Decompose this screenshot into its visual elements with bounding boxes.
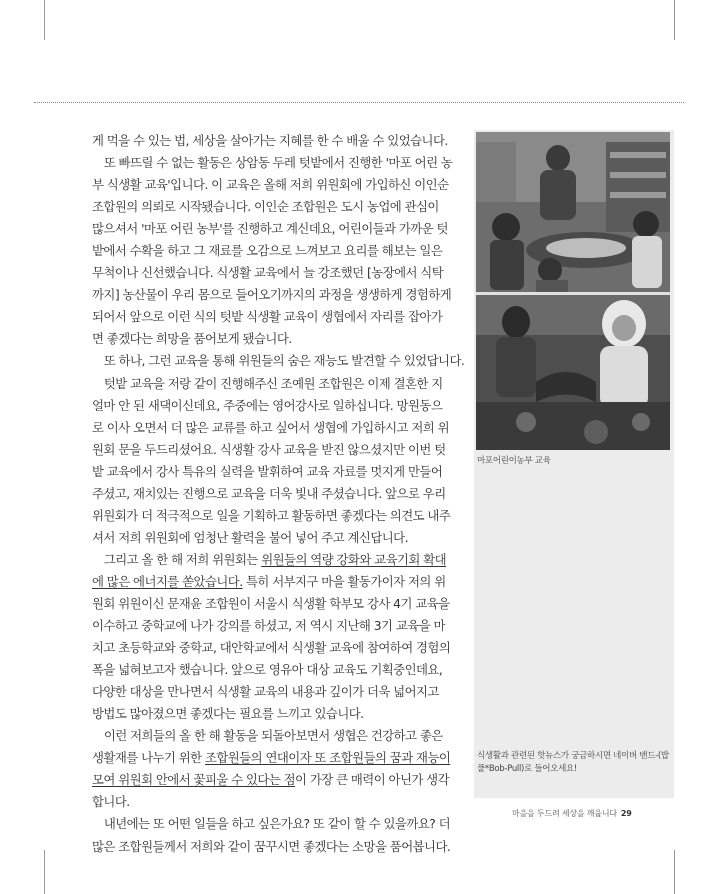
text-line: 이수하고 중학교에 나가 강의를 하셨고, 저 역시 지난해 3기 교육을 마 <box>92 618 445 634</box>
text-segment: 특히 서부지구 마을 활동가이자 저의 위 <box>242 573 446 589</box>
photo-collage <box>476 132 670 450</box>
text-line: 셔서 저희 위원회에 엄청난 활력을 불어 넣어 주고 계신답니다. <box>92 529 408 545</box>
underlined-text: 모여 위원회 안에서 꽃피울 수 있다는 점 <box>92 772 296 788</box>
text-line: 주셨고, 재치있는 진행으로 교육을 더욱 빛내 주셨습니다. 앞으로 우리 <box>92 485 446 501</box>
text-line: 원회 문을 두드리셨어요. 식생활 강사 교육을 받진 않으셨지만 이번 텃 <box>92 441 446 457</box>
page-footer <box>512 808 632 819</box>
underlined-text: 위원들의 역량 강화와 교육기회 확대 <box>261 551 447 567</box>
text-line: 많은 조합원들께서 저희와 같이 꿈꾸시면 좋겠다는 소망을 품어봅니다. <box>92 838 451 854</box>
crop-mark <box>674 0 675 40</box>
footer-title: 마을을 두드려 세상을 깨웁니다 <box>512 809 617 818</box>
notice-caption: 식생활과 관련된 핫뉴스가 궁금하시면 네이버 밴드-(밥풀*Bob-Pull)로 들어오세요! <box>477 751 669 774</box>
underlined-text: 조합원들의 연대이자 또 조합원들의 꿈과 재능이 <box>204 750 451 766</box>
text-line: 얼마 안 된 새댁이신데요, 주중에는 영어강사로 일하십니다. 망원동으 <box>92 397 443 413</box>
photo-image <box>476 132 670 450</box>
page-number: 29 <box>620 809 632 818</box>
text-line: 합니다. <box>92 794 130 810</box>
article-body <box>92 130 465 858</box>
text-line: 조합원의 의뢰로 시작됐습니다. 이인순 조합원은 도시 농업에 관심이 <box>92 199 439 215</box>
text-line: 다양한 대상을 만나면서 식생활 교육의 내용과 깊이가 더욱 넓어지고 <box>92 684 439 700</box>
text-line: 이런 저희들의 올 한 해 활동을 되돌아보면서 생협은 건강하고 좋은 <box>92 728 443 744</box>
crop-mark <box>44 0 45 40</box>
text-line: 폭을 넓혀보고자 했습니다. 앞으로 영유아 대상 교육도 기획중인데요, <box>92 662 443 678</box>
text-line: 또 빠뜨릴 수 없는 활동은 상암동 두레 텃밭에서 진행한 '마포 어린 농 <box>92 155 453 171</box>
text-line: 면 좋겠다는 희망을 품어보게 됐습니다. <box>92 331 292 347</box>
text-line <box>92 549 447 571</box>
text-line: 밭에서 수확을 하고 그 재료를 오감으로 느껴보고 요리를 해보는 일은 <box>92 243 443 259</box>
text-line: 텃밭 교육을 저랑 같이 진행해주신 조예원 조합원은 이제 결혼한 지 <box>92 375 443 391</box>
text-line: 위원회가 더 적극적으로 일을 기획하고 활동하면 좋겠다는 의견도 내주 <box>92 507 451 523</box>
text-line: 게 먹을 수 있는 법, 세상을 살아가는 지혜를 한 수 배울 수 있었습니다. <box>92 133 448 148</box>
text-line <box>92 571 446 593</box>
photo-caption: 마포어린이농부 교육 <box>477 456 551 466</box>
underlined-text: 에 많은 에너지를 쏟았습니다. <box>92 573 243 589</box>
text-line <box>92 769 450 791</box>
text-line: 까지] 농산물이 우리 몸으로 들어오기까지의 과정을 생생하게 경험하게 <box>92 287 452 303</box>
text-line: 무척이나 신선했습니다. 식생활 교육에서 늘 강조했던 [농장에서 식탁 <box>92 265 444 281</box>
text-line: 또 하나, 그런 교육을 통해 위원들의 숨은 재능도 발견할 수 있었답니다. <box>92 353 465 369</box>
text-segment: 이 가장 큰 매력이 아닌가 생각 <box>295 772 450 788</box>
text-line: 부 식생활 교육'입니다. 이 교육은 올해 저희 위원회에 가입하신 이인순 <box>92 177 449 193</box>
dotted-divider <box>34 102 684 103</box>
text-line: 내년에는 또 어떤 일들을 하고 싶은가요? 또 같이 할 수 있을까요? 더 <box>92 816 451 832</box>
text-line: 밭 교육에서 강사 특유의 실력을 발휘하여 교육 자료를 멋지게 만들어 <box>92 463 443 479</box>
text-line: 원회 위원이신 문재윤 조합원이 서울시 식생활 학부모 강사 4기 교육을 <box>92 595 450 611</box>
text-line <box>92 747 451 769</box>
text-segment: 생활재를 나누기 위한 <box>92 750 205 766</box>
text-line: 많으셔서 '마포 어린 농부'를 진행하고 계신데요, 어린이들과 가까운 텃 <box>92 221 448 237</box>
text-line: 치고 초등학교와 중학교, 대안학교에서 식생활 교육에 참여하여 경험의 <box>92 640 451 656</box>
text-line: 방법도 많아졌으면 좋겠다는 필요를 느끼고 있습니다. <box>92 706 364 722</box>
text-line: 되어서 앞으로 이런 식의 텃밭 식생활 교육이 생협에서 자리를 잡아가 <box>92 309 443 325</box>
text-line: 로 이사 오면서 더 많은 교류를 하고 싶어서 생협에 가입하시고 저희 위 <box>92 419 450 435</box>
crop-mark <box>44 850 45 894</box>
text-segment: 그리고 올 한 해 저희 위원회는 <box>92 551 262 567</box>
crop-mark <box>674 850 675 894</box>
